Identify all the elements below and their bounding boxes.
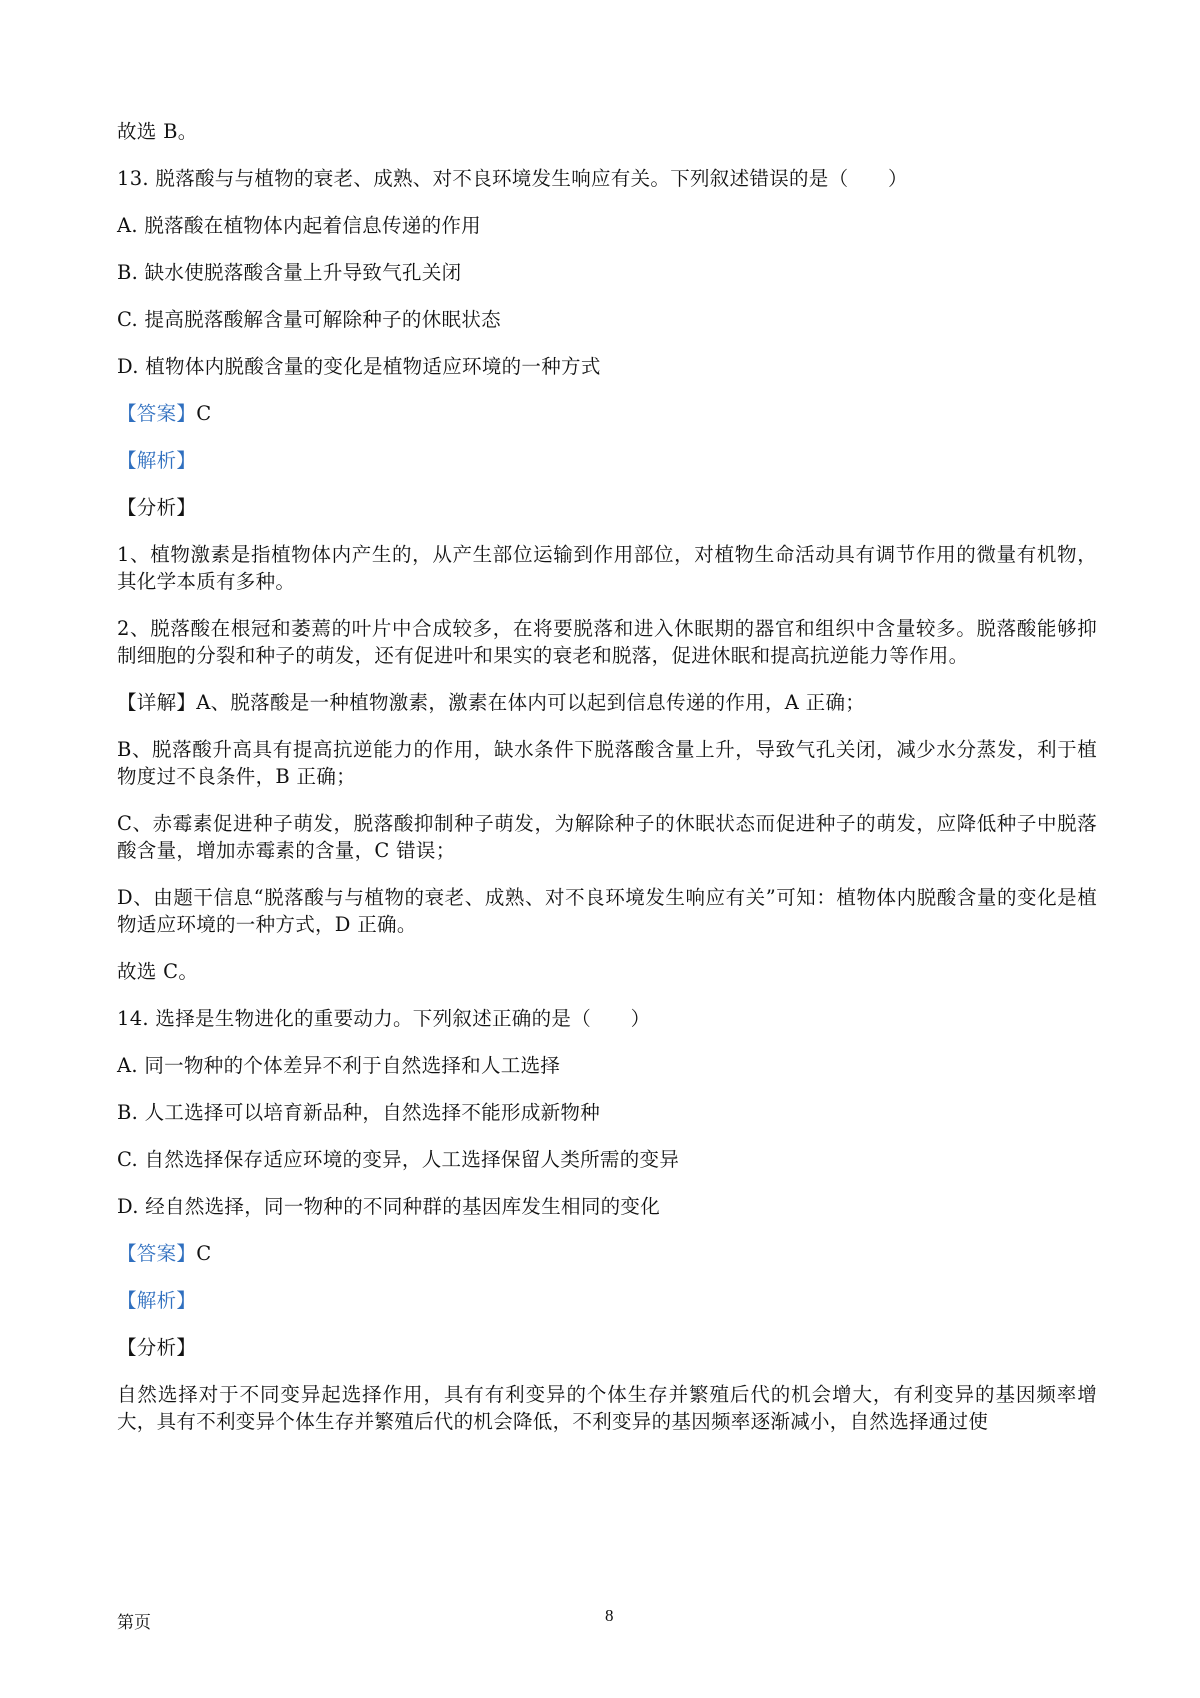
page-number: 8 [605,1606,614,1625]
detail-paragraph: B、脱落酸升高具有提高抗逆能力的作用，缺水条件下脱落酸含量上升，导致气孔关闭，减少水分蒸发，利于植物度过不良条件，B 正确； [117,738,1097,788]
answer-label: 【答案】 [117,1242,197,1265]
detail-paragraph: 【详解】A、脱落酸是一种植物激素，激素在体内可以起到信息传递的作用，A 正确； [117,691,866,714]
question-13-option-d: D. 植物体内脱酸含量的变化是植物适应环境的一种方式 [117,355,601,378]
analysis-paragraph: 自然选择对于不同变异起选择作用，具有有利变异的个体生存并繁殖后代的机会增大，有利变异的基因频率增大，具有不利变异个体生存并繁殖后代的机会降低，不利变异的基因频率逐渐减小，自然选择通过使 [117,1383,1097,1433]
answer-line [117,1240,1097,1267]
question-13-option-a: A. 脱落酸在植物体内起着信息传递的作用 [117,214,481,237]
answer-value: C [196,402,212,425]
text-line: 故选 C。 [117,960,199,983]
analysis-paragraph: 1、植物激素是指植物体内产生的，从产生部位运输到作用部位，对植物生命活动具有调节作用的微量有机物，其化学本质有多种。 [117,543,1097,593]
question-13-stem: 13. 脱落酸与与植物的衰老、成熟、对不良环境发生响应有关。下列叙述错误的是（ ） [117,167,908,190]
detail-paragraph: D、由题干信息“脱落酸与与植物的衰老、成熟、对不良环境发生响应有关”可知：植物体内脱酸含量的变化是植物适应环境的一种方式，D 正确。 [117,886,1097,936]
question-13-option-b: B. 缺水使脱落酸含量上升导致气孔关闭 [117,261,462,284]
answer-label: 【答案】 [117,402,197,425]
analysis-label: 【解析】 [117,449,197,472]
analysis-line [117,447,1097,474]
question-14-option-a: A. 同一物种的个体差异不利于自然选择和人工选择 [117,1054,561,1077]
question-13-option-c: C. 提高脱落酸解含量可解除种子的休眠状态 [117,308,501,331]
page-content [117,118,1097,1455]
answer-value: C [196,1242,212,1265]
question-14-option-b: B. 人工选择可以培育新品种，自然选择不能形成新物种 [117,1101,601,1124]
analysis-line [117,1287,1097,1314]
analysis-paragraph: 2、脱落酸在根冠和萎蔫的叶片中合成较多，在将要脱落和进入休眠期的器官和组织中含量较多。脱落酸能够抑制细胞的分裂和种子的萌发，还有促进叶和果实的衰老和脱落，促进休眠和提高抗逆能力等作用。 [117,617,1097,667]
question-14-option-d: D. 经自然选择，同一物种的不同种群的基因库发生相同的变化 [117,1195,661,1218]
question-14-stem: 14. 选择是生物进化的重要动力。下列叙述正确的是（ ） [117,1007,651,1030]
question-14-option-c: C. 自然选择保存适应环境的变异，人工选择保留人类所需的变异 [117,1148,680,1171]
section-heading: 【分析】 [117,496,197,519]
answer-line [117,400,1097,427]
text-line: 故选 B。 [117,120,198,143]
detail-paragraph: C、赤霉素促进种子萌发，脱落酸抑制种子萌发，为解除种子的休眠状态而促进种子的萌发，应降低种子中脱落酸含量，增加赤霉素的含量，C 错误； [117,812,1097,862]
section-heading: 【分析】 [117,1336,197,1359]
footer-label: 第页 [117,1613,151,1633]
analysis-label: 【解析】 [117,1289,197,1312]
